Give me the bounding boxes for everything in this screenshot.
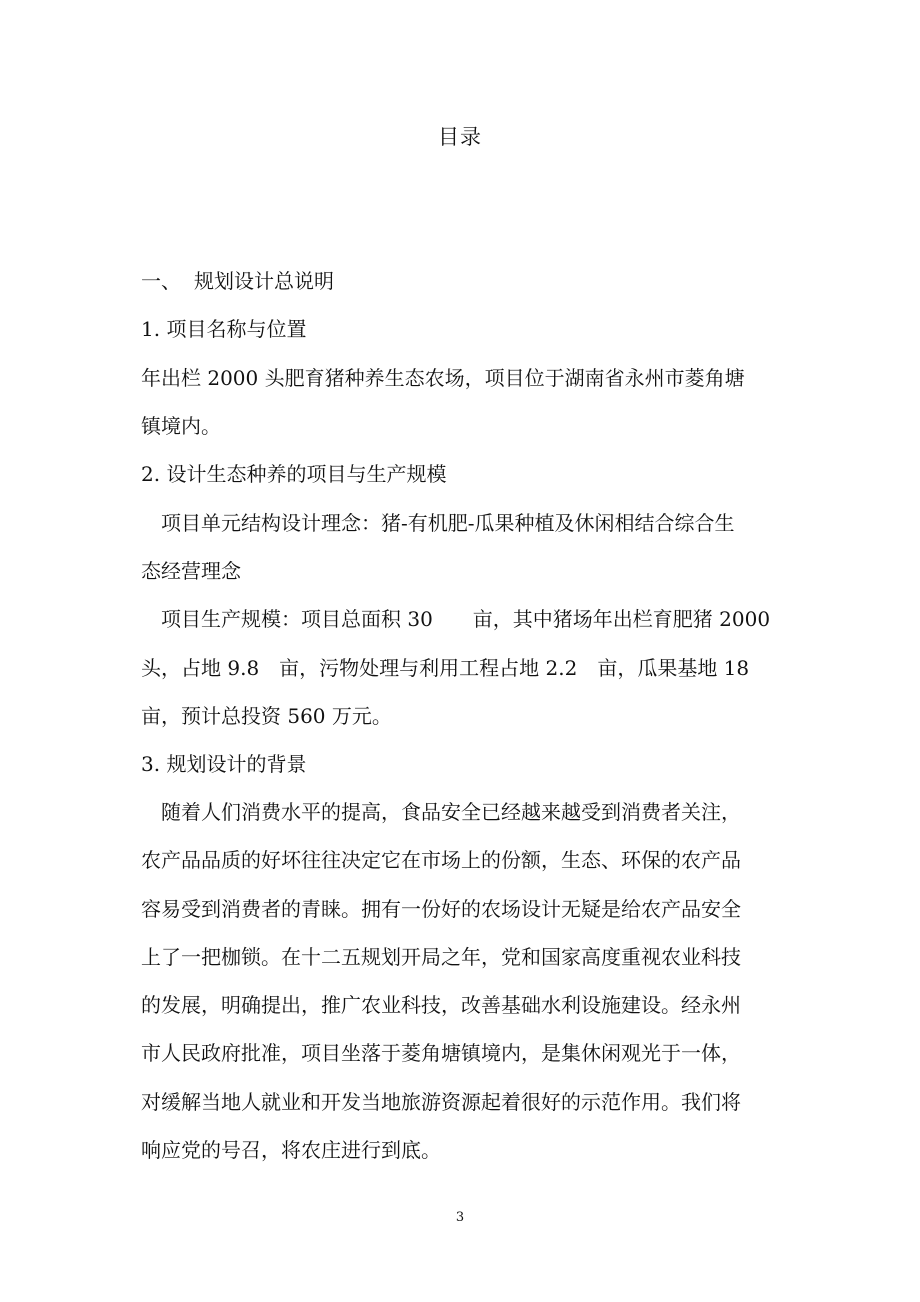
paragraph-line: 农产品品质的好坏往往决定它在市场上的份额，生态、环保的农产品 xyxy=(141,848,741,872)
item-heading-2: 2. 设计生态种养的项目与生产规模 xyxy=(141,462,447,486)
paragraph-line: 对缓解当地人就业和开发当地旅游资源起着很好的示范作用。我们将 xyxy=(141,1090,741,1114)
paragraph-line: 年出栏 2000 头肥育猪种养生态农场，项目位于湖南省永州市菱角塘 xyxy=(141,366,745,390)
section-number: 一、 xyxy=(141,269,181,293)
paragraph-line: 上了一把枷锁。在十二五规划开局之年，党和国家高度重视农业科技 xyxy=(141,945,741,969)
item-heading-3: 3. 规划设计的背景 xyxy=(141,752,307,776)
page-number: 3 xyxy=(455,1210,465,1225)
paragraph-line: 响应党的号召，将农庄进行到底。 xyxy=(141,1138,441,1162)
paragraph-line: 亩，预计总投资 560 万元。 xyxy=(141,704,392,728)
paragraph-line: 镇境内。 xyxy=(141,414,221,438)
paragraph-line: 态经营理念 xyxy=(141,559,241,583)
paragraph-line: 的发展，明确提出，推广农业科技，改善基础水利设施建设。经永州 xyxy=(141,993,741,1017)
paragraph-line: 市人民政府批准，项目坐落于菱角塘镇境内，是集休闲观光于一体， xyxy=(141,1041,741,1065)
paragraph-line: 项目生产规模：项目总面积 30 亩，其中猪场年出栏育肥猪 2000 xyxy=(161,607,771,631)
section-heading: 规划设计总说明 xyxy=(194,269,334,293)
paragraph-line: 容易受到消费者的青睐。拥有一份好的农场设计无疑是给农产品安全 xyxy=(141,897,741,921)
paragraph-line: 头，占地 9.8 亩，污物处理与利用工程占地 2.2 亩，瓜果基地 18 xyxy=(141,656,750,680)
page-title: 目录 xyxy=(438,125,482,149)
paragraph-line: 项目单元结构设计理念：猪-有机肥-瓜果种植及休闲相结合综合生 xyxy=(161,511,735,535)
item-heading-1: 1. 项目名称与位置 xyxy=(141,317,307,341)
paragraph-line: 随着人们消费水平的提高，食品安全已经越来越受到消费者关注， xyxy=(161,800,741,824)
